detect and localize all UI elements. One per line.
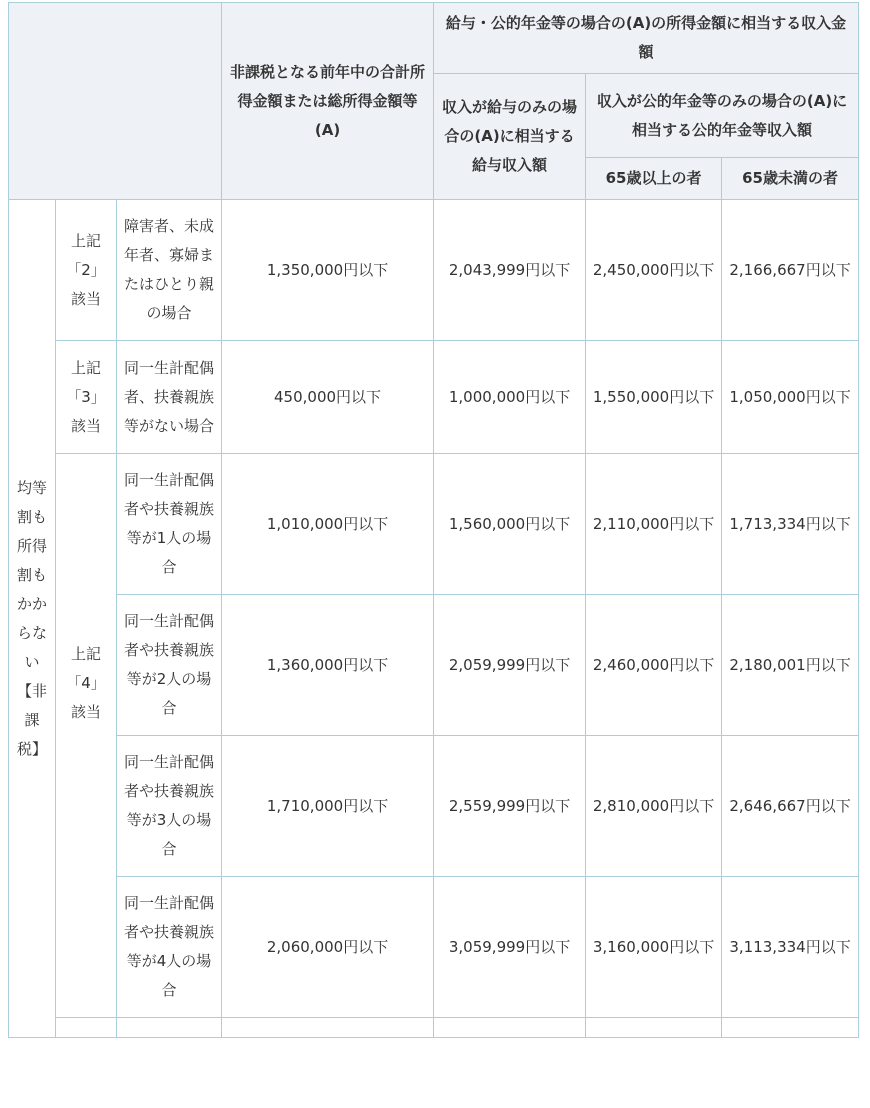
salary-cell: 3,059,999円以下 [434, 877, 586, 1018]
total-income-cell: 450,000円以下 [222, 341, 434, 454]
table-row [9, 736, 859, 877]
pension-under-65-cell: 2,646,667円以下 [722, 736, 859, 877]
empty-cell [586, 1018, 722, 1038]
table-row [9, 877, 859, 1018]
empty-cell [117, 1018, 222, 1038]
group-label: 上記「2」該当 [56, 200, 117, 341]
empty-cell [434, 1018, 586, 1038]
salary-cell: 2,059,999円以下 [434, 595, 586, 736]
pension-65-over-cell: 2,450,000円以下 [586, 200, 722, 341]
total-income-cell: 1,350,000円以下 [222, 200, 434, 341]
header-pension-only-group: 収入が公的年金等のみの場合の(A)に相当する公的年金等収入額 [586, 74, 859, 158]
header-blank-corner [9, 3, 222, 200]
pension-65-over-cell: 1,550,000円以下 [586, 341, 722, 454]
header-equivalent-income-group: 給与・公的年金等の場合の(A)の所得金額に相当する収入金額 [434, 3, 859, 74]
condition-cell: 同一生計配偶者、扶養親族等がない場合 [117, 341, 222, 454]
condition-cell: 同一生計配偶者や扶養親族等が1人の場合 [117, 454, 222, 595]
table-row [9, 200, 859, 341]
salary-cell: 1,560,000円以下 [434, 454, 586, 595]
condition-cell: 同一生計配偶者や扶養親族等が4人の場合 [117, 877, 222, 1018]
header-age-under-65: 65歳未満の者 [722, 158, 859, 200]
pension-65-over-cell: 2,810,000円以下 [586, 736, 722, 877]
category-label: 均等割も所得割もかからない【非課税】 [9, 200, 56, 1038]
pension-65-over-cell: 3,160,000円以下 [586, 877, 722, 1018]
group-label: 上記「4」該当 [56, 454, 117, 1018]
header-salary-only: 収入が給与のみの場合の(A)に相当する給与収入額 [434, 74, 586, 200]
total-income-cell: 2,060,000円以下 [222, 877, 434, 1018]
empty-cell [56, 1018, 117, 1038]
table-row [9, 341, 859, 454]
condition-cell: 同一生計配偶者や扶養親族等が2人の場合 [117, 595, 222, 736]
total-income-cell: 1,010,000円以下 [222, 454, 434, 595]
salary-cell: 1,000,000円以下 [434, 341, 586, 454]
pension-under-65-cell: 2,166,667円以下 [722, 200, 859, 341]
header-total-income: 非課税となる前年中の合計所得金額または総所得金額等(A) [222, 3, 434, 200]
salary-cell: 2,559,999円以下 [434, 736, 586, 877]
salary-cell: 2,043,999円以下 [434, 200, 586, 341]
pension-under-65-cell: 1,050,000円以下 [722, 341, 859, 454]
table-row [9, 454, 859, 595]
condition-cell: 障害者、未成年者、寡婦またはひとり親の場合 [117, 200, 222, 341]
total-income-cell: 1,710,000円以下 [222, 736, 434, 877]
pension-under-65-cell: 2,180,001円以下 [722, 595, 859, 736]
table-row [9, 595, 859, 736]
table-row-partial [9, 1018, 859, 1038]
pension-65-over-cell: 2,110,000円以下 [586, 454, 722, 595]
total-income-cell: 1,360,000円以下 [222, 595, 434, 736]
pension-under-65-cell: 1,713,334円以下 [722, 454, 859, 595]
empty-cell [222, 1018, 434, 1038]
tax-exemption-table [8, 2, 859, 1038]
pension-under-65-cell: 3,113,334円以下 [722, 877, 859, 1018]
group-label: 上記「3」該当 [56, 341, 117, 454]
condition-cell: 同一生計配偶者や扶養親族等が3人の場合 [117, 736, 222, 877]
pension-65-over-cell: 2,460,000円以下 [586, 595, 722, 736]
header-age-65-over: 65歳以上の者 [586, 158, 722, 200]
empty-cell [722, 1018, 859, 1038]
